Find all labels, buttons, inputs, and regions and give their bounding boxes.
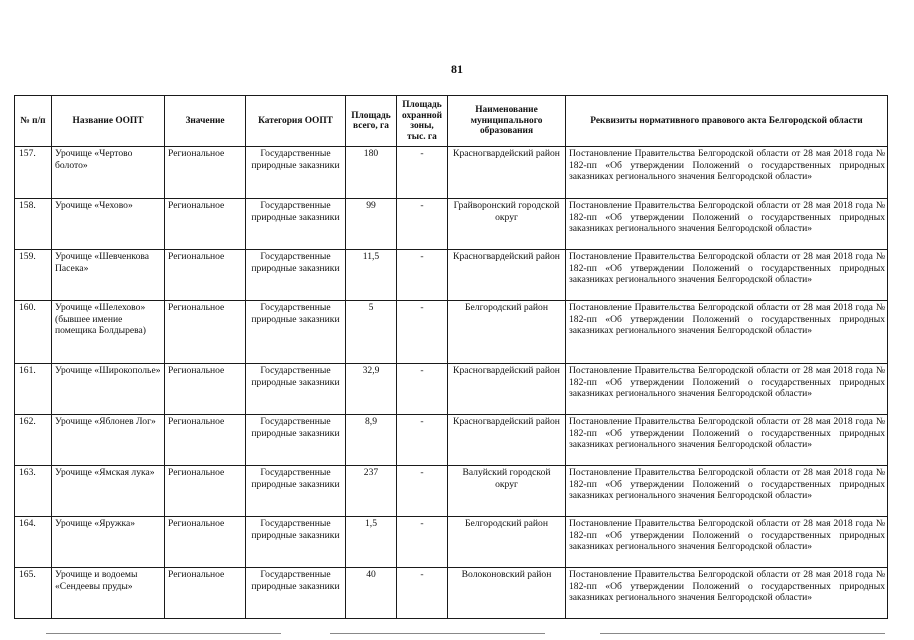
table-row [15,147,888,199]
row-buffer-area: - [397,147,448,199]
row-number: 159. [15,250,52,301]
row-name: Урочище «Яружка» [52,517,165,568]
row-significance: Региональное [165,466,246,517]
row-area: 180 [346,147,397,199]
row-name: Урочище «Широкополье» [52,364,165,415]
row-municipality: Валуйский городской округ [448,466,566,517]
row-buffer-area: - [397,250,448,301]
row-municipality: Красногвардейский район [448,415,566,466]
row-buffer-area: - [397,568,448,619]
row-municipality: Красногвардейский район [448,147,566,199]
row-buffer-area: - [397,466,448,517]
row-significance: Региональное [165,415,246,466]
table-row [15,301,888,364]
row-name: Урочище и водоемы «Сендеевы пруды» [52,568,165,619]
row-category: Государственные природные заказники [246,415,346,466]
row-area: 237 [346,466,397,517]
row-number: 158. [15,199,52,250]
row-area: 5 [346,301,397,364]
row-area: 32,9 [346,364,397,415]
row-municipality: Красногвардейский район [448,250,566,301]
row-buffer-area: - [397,364,448,415]
header-buffer-area: Площадь охранной зоны, тыс. га [397,96,448,147]
row-name: Урочище «Чертово болото» [52,147,165,199]
table-row [15,466,888,517]
row-area: 8,9 [346,415,397,466]
row-number: 165. [15,568,52,619]
bottom-rule-right [600,633,885,634]
row-category: Государственные природные заказники [246,250,346,301]
row-name: Урочище «Шелехово» (бывшее имение помещика Болдырева) [52,301,165,364]
row-municipality: Красногвардейский район [448,364,566,415]
row-number: 163. [15,466,52,517]
row-significance: Региональное [165,199,246,250]
row-legal-act: Постановление Правительства Белгородской области от 28 мая 2018 года № 182-пп «Об утверждении Положений о государственных природных заказниках регионального значения Белгородской области» [566,568,888,619]
table-row [15,415,888,466]
header-number: № п/п [15,96,52,147]
row-category: Государственные природные заказники [246,568,346,619]
table-row [15,250,888,301]
header-area: Площадь всего, га [346,96,397,147]
row-legal-act: Постановление Правительства Белгородской области от 28 мая 2018 года № 182-пп «Об утверждении Положений о государственных природных заказниках регионального значения Белгородской области» [566,199,888,250]
row-category: Государственные природные заказники [246,199,346,250]
page-number: 81 [451,62,463,76]
table-row [15,517,888,568]
row-significance: Региональное [165,364,246,415]
table-row [15,364,888,415]
row-name: Урочище «Ямская лука» [52,466,165,517]
row-legal-act: Постановление Правительства Белгородской области от 28 мая 2018 года № 182-пп «Об утверждении Положений о государственных природных заказниках регионального значения Белгородской области» [566,147,888,199]
row-municipality: Волоконовский район [448,568,566,619]
row-category: Государственные природные заказники [246,147,346,199]
row-buffer-area: - [397,301,448,364]
header-category: Категория ООПТ [246,96,346,147]
row-buffer-area: - [397,517,448,568]
row-legal-act: Постановление Правительства Белгородской области от 28 мая 2018 года № 182-пп «Об утверждении Положений о государственных природных заказниках регионального значения Белгородской области» [566,250,888,301]
row-number: 160. [15,301,52,364]
bottom-rule-center [330,633,545,634]
header-legal-act: Реквизиты нормативного правового акта Белгородской области [566,96,888,147]
header-name: Название ООПТ [52,96,165,147]
row-category: Государственные природные заказники [246,301,346,364]
row-legal-act: Постановление Правительства Белгородской области от 28 мая 2018 года № 182-пп «Об утверждении Положений о государственных природных заказниках регионального значения Белгородской области» [566,415,888,466]
row-area: 99 [346,199,397,250]
row-category: Государственные природные заказники [246,466,346,517]
bottom-rule-left [46,633,281,634]
row-area: 1,5 [346,517,397,568]
row-number: 162. [15,415,52,466]
row-municipality: Белгородский район [448,517,566,568]
row-significance: Региональное [165,147,246,199]
row-significance: Региональное [165,301,246,364]
row-legal-act: Постановление Правительства Белгородской области от 28 мая 2018 года № 182-пп «Об утверждении Положений о государственных природных заказниках регионального значения Белгородской области» [566,364,888,415]
row-name: Урочище «Яблонев Лог» [52,415,165,466]
protected-areas-table [14,95,888,619]
row-category: Государственные природные заказники [246,517,346,568]
row-buffer-area: - [397,199,448,250]
row-number: 157. [15,147,52,199]
row-legal-act: Постановление Правительства Белгородской области от 28 мая 2018 года № 182-пп «Об утверждении Положений о государственных природных заказниках регионального значения Белгородской области» [566,301,888,364]
table-row [15,199,888,250]
row-municipality: Грайворонский городской округ [448,199,566,250]
row-number: 164. [15,517,52,568]
row-area: 40 [346,568,397,619]
row-category: Государственные природные заказники [246,364,346,415]
row-name: Урочище «Шевченкова Пасека» [52,250,165,301]
table-row [15,568,888,619]
row-area: 11,5 [346,250,397,301]
row-number: 161. [15,364,52,415]
row-legal-act: Постановление Правительства Белгородской области от 28 мая 2018 года № 182-пп «Об утверждении Положений о государственных природных заказниках регионального значения Белгородской области» [566,517,888,568]
row-significance: Региональное [165,568,246,619]
table-header-row [15,96,888,147]
row-municipality: Белгородский район [448,301,566,364]
row-buffer-area: - [397,415,448,466]
row-significance: Региональное [165,250,246,301]
row-legal-act: Постановление Правительства Белгородской области от 28 мая 2018 года № 182-пп «Об утверждении Положений о государственных природных заказниках регионального значения Белгородской области» [566,466,888,517]
row-name: Урочище «Чехово» [52,199,165,250]
header-municipality: Наименование муниципального образования [448,96,566,147]
row-significance: Региональное [165,517,246,568]
header-significance: Значение [165,96,246,147]
